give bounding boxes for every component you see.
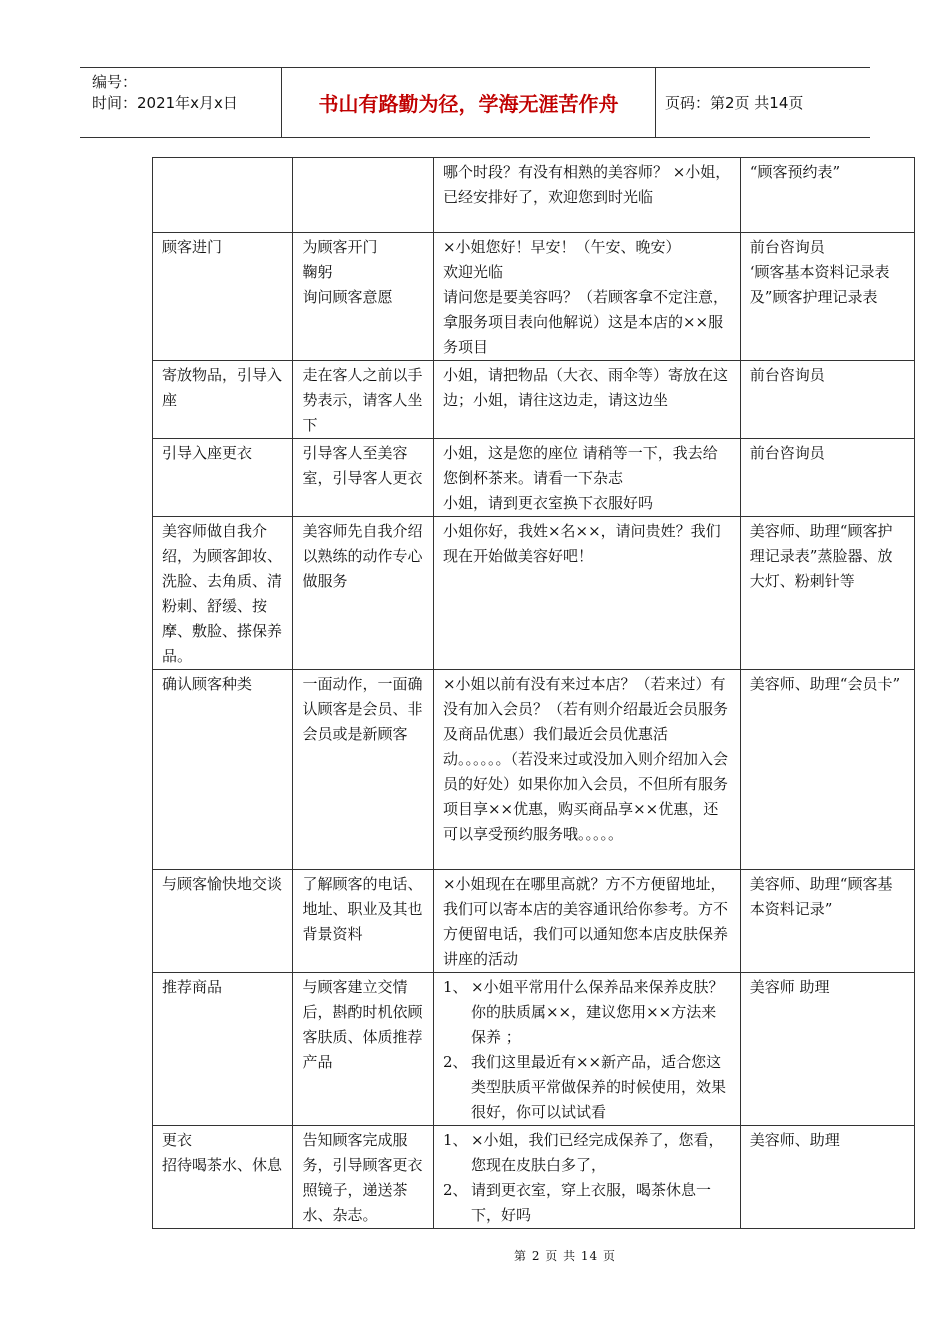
service-procedure-table (152, 157, 915, 1229)
table-row (153, 670, 915, 870)
staff-cell (740, 1126, 914, 1229)
staff-cell (740, 670, 914, 870)
action-text: 询问顾客意愿 (302, 288, 393, 306)
script-list-item (443, 975, 731, 1050)
script-list-item (443, 1128, 731, 1178)
script-list-number: 2、 (442, 1181, 468, 1199)
staff-cell (740, 361, 914, 439)
staff-cell (740, 439, 914, 517)
page-header (80, 67, 870, 138)
action-cell (293, 439, 433, 517)
script-text: 小姐，这是您的座位 请稍等一下，我去给您倒杯茶来。请看一下杂志 (442, 444, 718, 487)
script-list-number: 2、 (442, 1053, 468, 1071)
script-text: 哪个时段？有没有相熟的美容师？ ×小姐，已经安排好了，欢迎您到时光临 (442, 163, 731, 206)
step-text: 与顾客愉快地交谈 (162, 875, 283, 893)
step-text: 顾客进门 (162, 238, 223, 256)
step-text: 确认顾客种类 (162, 675, 253, 693)
staff-text: 美容师、助理“会员卡” (749, 675, 901, 693)
step-cell (153, 233, 293, 361)
action-text: 与顾客建立交情后，斟酌时机依顾客肤质、体质推荐产品 (302, 978, 423, 1071)
staff-text: 美容师、助理“顾客护理记录表”蒸脸器、放大灯、粉刺针等 (749, 522, 893, 590)
table-row (153, 1126, 915, 1229)
step-cell (153, 439, 293, 517)
header-page-info: 页码：第2页 共14页 (665, 94, 804, 112)
page-footer: 第 2 页 共 14 页 (514, 1249, 616, 1263)
staff-text: 美容师、助理“顾客基本资料记录” (749, 875, 893, 918)
number-label: 编号： (92, 73, 138, 91)
action-cell (293, 158, 433, 233)
time-label: 时间：2021年x月x日 (92, 94, 238, 112)
step-text: 美容师做自我介绍，为顾客卸妆、洗脸、去角质、清粉刺、舒缓、按摩、敷脸、搽保养品。 (162, 522, 283, 665)
header-motto: 书山有路勤为径，学海无涯苦作舟 (281, 68, 656, 137)
step-text: 招待喝茶水、休息 (162, 1156, 283, 1174)
table-row (153, 870, 915, 973)
staff-cell (740, 517, 914, 670)
script-cell (433, 517, 740, 670)
script-text: 小姐，请到更衣室换下衣服好吗 (442, 494, 653, 512)
step-cell (153, 517, 293, 670)
script-cell (433, 870, 740, 973)
table-row (153, 158, 915, 233)
staff-text: 前台咨询员 (749, 366, 825, 384)
script-list-item (443, 1178, 731, 1228)
script-list-text: ×小姐平常用什么保养品来保养皮肤？你的肤质属××，建议您用××方法来保养 ； (470, 978, 724, 1046)
script-cell (433, 361, 740, 439)
script-list-text: ×小姐，我们已经完成保养了，您看，您现在皮肤白多了， (470, 1131, 724, 1174)
script-cell (433, 670, 740, 870)
action-text: 引导客人至美容室，引导客人更衣 (302, 444, 423, 487)
step-cell (153, 158, 293, 233)
step-text: 引导入座更衣 (162, 444, 253, 462)
table-row (153, 439, 915, 517)
staff-cell (740, 158, 914, 233)
action-text: 美容师先自我介绍 (302, 522, 423, 540)
step-cell (153, 1126, 293, 1229)
action-cell (293, 973, 433, 1126)
action-text: 告知顾客完成服务，引导顾客更衣照镜子，递送茶水、杂志。 (302, 1131, 423, 1224)
action-text: 了解顾客的电话、地址、职业及其也背景资料 (302, 875, 423, 943)
action-text: 走在客人之前以手势表示，请客人坐下 (302, 366, 423, 434)
script-text: 欢迎光临 (442, 263, 503, 281)
header-meta (92, 72, 282, 114)
script-text: ×小姐以前有没有来过本店？（若来过）有没有加入会员？（若有则介绍最近会员服务及商品优惠）我们最近会员优惠活动。。。。。。（若没来过或没加入则介绍加入会员的好处）如果你加入会员，不但所有服务项目享××优惠，购买商品享××优惠，还可以享受预约服务哦。。。。。 (442, 675, 728, 843)
action-cell (293, 233, 433, 361)
script-list-text: 请到更衣室，穿上衣服，喝茶休息一下，好吗 (470, 1181, 711, 1224)
table-body (153, 158, 915, 1229)
staff-cell (740, 870, 914, 973)
staff-cell (740, 233, 914, 361)
step-text: 更衣 (162, 1131, 193, 1149)
script-cell (433, 233, 740, 361)
action-cell (293, 1126, 433, 1229)
script-list-text: 我们这里最近有××新产品，适合您这类型肤质平常做保养的时候使用，效果很好，你可以试试看 (470, 1053, 726, 1121)
staff-text: 前台咨询员 (749, 444, 825, 462)
action-text: 以熟练的动作专心做服务 (302, 547, 423, 590)
action-text: 鞠躬 (302, 263, 333, 281)
action-cell (293, 517, 433, 670)
script-text: ×小姐您好！早安！（午安、晚安） (442, 238, 681, 256)
table-row (153, 361, 915, 439)
staff-text: 美容师 助理 (749, 978, 830, 996)
script-cell (433, 439, 740, 517)
script-cell (433, 973, 740, 1126)
script-list-item (443, 1050, 731, 1125)
script-text: 小姐你好，我姓×名××，请问贵姓？我们现在开始做美容好吧！ (442, 522, 721, 565)
step-cell (153, 670, 293, 870)
staff-cell (740, 973, 914, 1126)
action-cell (293, 361, 433, 439)
table-row (153, 233, 915, 361)
staff-text: 美容师、助理 (749, 1131, 840, 1149)
step-cell (153, 973, 293, 1126)
step-cell (153, 361, 293, 439)
table-row (153, 973, 915, 1126)
script-text: 小姐，请把物品（大衣、雨伞等）寄放在这边；小姐，请往这边走，请这边坐 (442, 366, 728, 409)
table-row (153, 517, 915, 670)
staff-text: ‘顾客基本资料记录表及”顾客护理记录表 (749, 263, 890, 306)
staff-text: “顾客预约表” (749, 163, 841, 181)
action-cell (293, 670, 433, 870)
action-text: 为顾客开门 (302, 238, 378, 256)
script-cell (433, 1126, 740, 1229)
script-list-number: 1、 (442, 978, 468, 996)
script-cell (433, 158, 740, 233)
script-text: 请问您是要美容吗？（若顾客拿不定注意，拿服务项目表向他解说）这是本店的××服务项目 (442, 288, 728, 356)
step-text: 寄放物品，引导入座 (162, 366, 283, 409)
script-list-number: 1、 (442, 1131, 468, 1149)
step-text: 推荐商品 (162, 978, 223, 996)
step-cell (153, 870, 293, 973)
action-cell (293, 870, 433, 973)
script-text: ×小姐现在在哪里高就？方不方便留地址，我们可以寄本店的美容通讯给你参考。方不方便留电话，我们可以通知您本店皮肤保养讲座的活动 (442, 875, 728, 968)
staff-text: 前台咨询员 (749, 238, 825, 256)
action-text: 一面动作，一面确认顾客是会员、非会员或是新顾客 (302, 675, 423, 743)
